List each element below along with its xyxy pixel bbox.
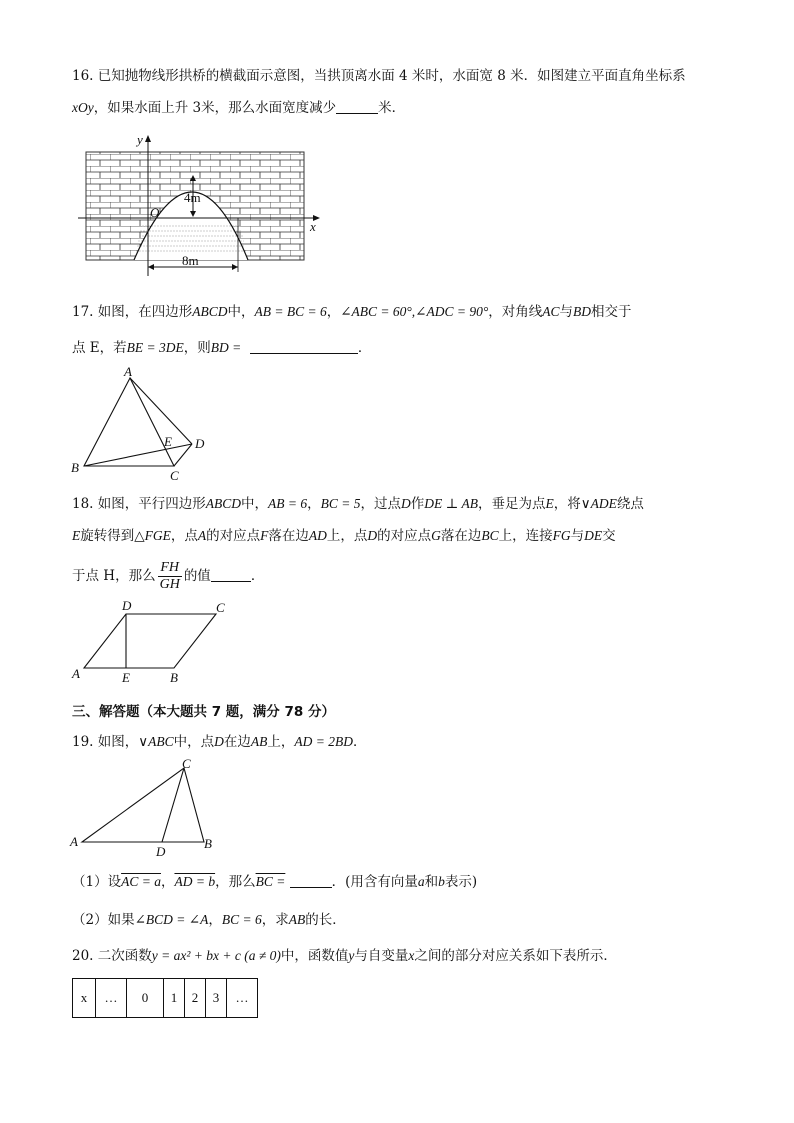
value-table bbox=[72, 978, 258, 1018]
svg-text:A: A bbox=[124, 364, 132, 379]
q19-line1: 19. 如图，∨ABC中，点D在边AB上，AD = 2BD． bbox=[72, 734, 367, 750]
section-heading: 三、解答题（本大题共 7 题，满分 78 分） bbox=[72, 704, 335, 720]
svg-text:A: A bbox=[72, 666, 80, 681]
q17-line1: 17. 如图，在四边形ABCD中，AB = BC = 6，∠ABC = 60°,∠ADC = 90°，对角线AC与BD相交于 bbox=[72, 304, 632, 320]
q16-line2: xOy，如果水面上升 3米，那么水面宽度减少 米． bbox=[72, 100, 406, 116]
svg-text:B: B bbox=[204, 836, 212, 851]
height-label: 4m bbox=[184, 190, 201, 205]
triangle-figure bbox=[66, 756, 236, 856]
svg-text:B: B bbox=[170, 670, 178, 685]
q17-line2: 点 E，若BE = 3DE，则BD = ． bbox=[72, 340, 372, 356]
x-axis-label: x bbox=[310, 219, 316, 234]
svg-text:C: C bbox=[182, 756, 191, 771]
svg-text:D: D bbox=[156, 844, 166, 856]
q19-part1: （1）设AC = a，AD = b，那么BC = ．(用含有向量a和b表示) bbox=[72, 874, 478, 890]
answer-blank bbox=[211, 567, 251, 582]
q18-line2: E旋转得到△FGE，点A的对应点F落在边AD上，点D的对应点G落在边BC上，连接FG与DE交 bbox=[72, 528, 616, 544]
svg-text:C: C bbox=[170, 468, 179, 483]
quadrilateral-figure bbox=[66, 364, 226, 484]
q19-part2: （2）如果∠BCD = ∠A，BC = 6，求AB的长． bbox=[72, 912, 346, 928]
origin-label: O bbox=[150, 205, 160, 220]
svg-text:E: E bbox=[164, 434, 172, 449]
svg-text:E: E bbox=[122, 670, 130, 685]
q16-line1: 16. 已知抛物线形拱桥的横截面示意图，当拱顶离水面 4 米时，水面宽 8 米．如图建立平面直角坐标系 bbox=[72, 68, 686, 84]
fraction-fh-gh: $\frac{FH}{GH}$ bbox=[159, 560, 180, 592]
table-cell: 3 bbox=[206, 979, 227, 1018]
svg-text:A: A bbox=[70, 834, 78, 849]
answer-blank bbox=[336, 99, 378, 114]
bridge-figure bbox=[70, 130, 330, 278]
answer-blank bbox=[290, 873, 332, 888]
svg-text:D: D bbox=[195, 436, 205, 451]
width-label: 8m bbox=[182, 253, 199, 268]
table-cell: 0 bbox=[127, 979, 164, 1018]
svg-text:D: D bbox=[122, 598, 132, 613]
answer-blank bbox=[250, 339, 358, 354]
table-cell: 2 bbox=[185, 979, 206, 1018]
parallelogram-figure bbox=[66, 596, 236, 686]
svg-text:C: C bbox=[216, 600, 225, 615]
table-cell: 1 bbox=[164, 979, 185, 1018]
table-row bbox=[73, 979, 258, 1018]
q18-line1: 18. 如图，平行四边形ABCD中，AB = 6，BC = 5，过点D作DE ⊥ AB，垂足为点E，将∨ADE绕点 bbox=[72, 496, 644, 512]
table-cell: … bbox=[96, 979, 127, 1018]
q20-line1: 20. 二次函数y = ax² + bx + c (a ≠ 0)中，函数值y与自变量x之间的部分对应关系如下表所示． bbox=[72, 948, 617, 964]
table-cell: x bbox=[73, 979, 96, 1018]
svg-text:B: B bbox=[71, 460, 79, 475]
y-axis-label: y bbox=[137, 132, 143, 147]
table-cell: … bbox=[227, 979, 258, 1018]
q18-line3: 于点 H，那么 $\frac{FH}{GH}$ 的值 ． bbox=[72, 560, 265, 592]
